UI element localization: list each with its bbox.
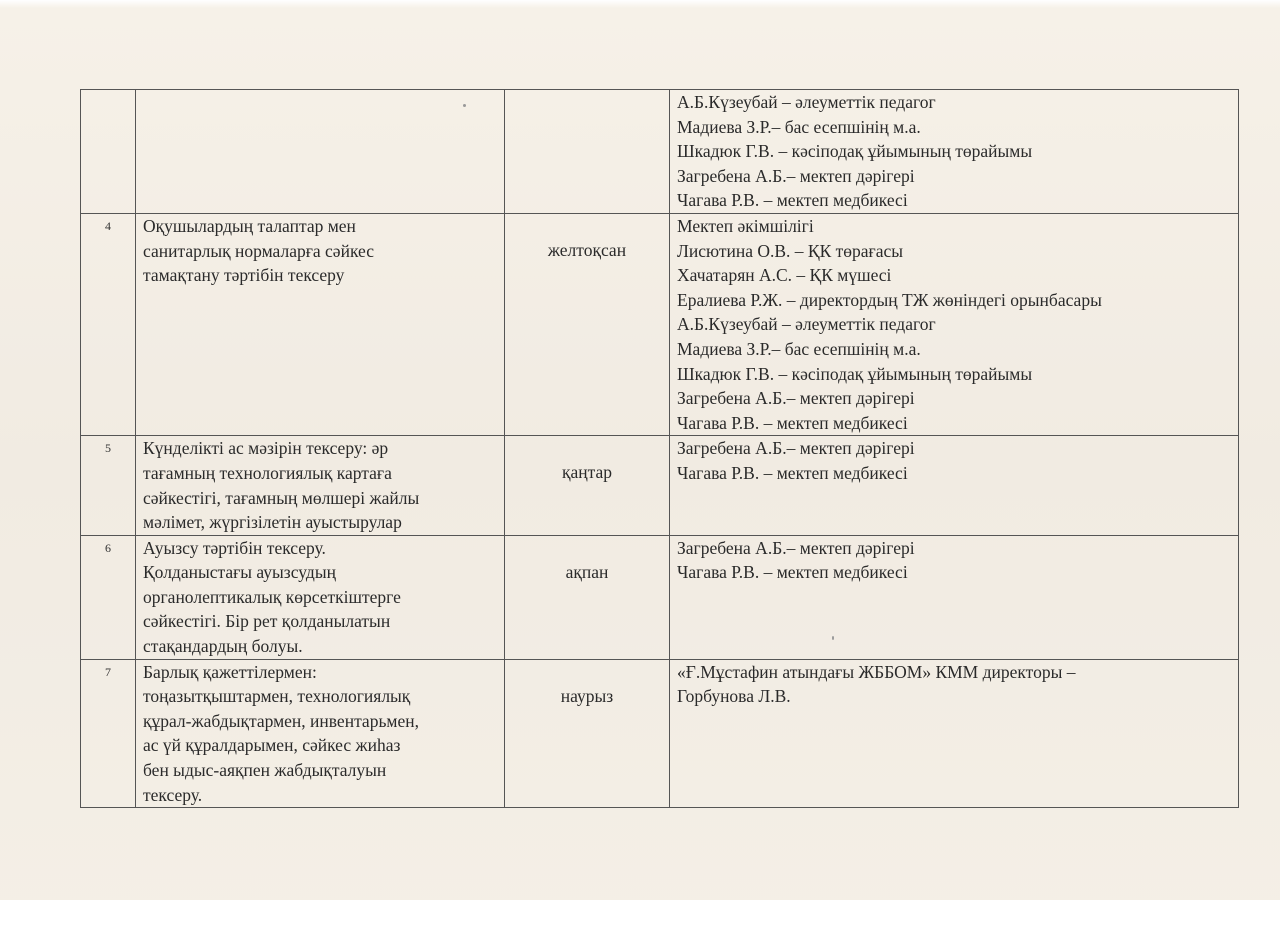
- event-line: санитарлық нормаларға сәйкес: [143, 240, 374, 261]
- event-cell: [136, 659, 505, 808]
- responsible-line: Чагава Р.В. – мектеп медбикесі: [677, 562, 908, 583]
- event-line: сәйкестігі, тағамның мөлшері жайлы: [143, 487, 420, 508]
- responsible-line: Мадиева З.Р.– бас есепшінің м.а.: [677, 116, 921, 137]
- responsible-line: Горбунова Л.В.: [677, 686, 791, 707]
- event-line: ас үй құралдарымен, сәйкес жиһаз: [143, 735, 401, 756]
- event-line: Қолданыстағы ауызсудың: [143, 562, 336, 583]
- responsible-line: Шкадюк Г.В. – кәсіподақ ұйымының төрайымы: [677, 141, 1033, 162]
- table-row: [81, 213, 1239, 435]
- responsible-cell: [670, 659, 1239, 808]
- responsible-line: Чагава Р.В. – мектеп медбикесі: [677, 190, 908, 211]
- responsible-line: Ералиева Р.Ж. – директордың ТЖ жөніндегі орынбасары: [677, 289, 1102, 310]
- event-line: құрал-жабдықтармен, инвентарьмен,: [143, 710, 420, 731]
- responsible-line: Хачатарян А.С. – ҚК мүшесі: [677, 265, 892, 286]
- table-row: [81, 90, 1239, 214]
- row-number: 6: [81, 535, 136, 659]
- event-cell: [136, 90, 505, 214]
- event-line: тоңазытқыштармен, технологиялық: [143, 686, 411, 707]
- responsible-line: А.Б.Күзеубай – әлеуметтік педагог: [677, 92, 936, 112]
- responsible-cell: [670, 213, 1239, 435]
- table-row: [81, 436, 1239, 535]
- event-line: Барлық қажеттілермен:: [143, 661, 317, 682]
- events-table-body: [81, 90, 1239, 808]
- event-line: тамақтану тәртібін тексеру: [143, 265, 345, 286]
- date-cell: ақпан: [505, 535, 670, 659]
- responsible-line: Мадиева З.Р.– бас есепшінің м.а.: [677, 338, 921, 359]
- responsible-line: Мектеп әкімшілігі: [677, 215, 814, 236]
- responsible-line: Загребена А.Б.– мектеп дәрігері: [677, 537, 915, 558]
- responsible-line: Лисютина О.В. – ҚК төрағасы: [677, 240, 904, 261]
- event-line: Оқушылардың талаптар мен: [143, 215, 356, 236]
- event-line: стақандардың болуы.: [143, 636, 303, 657]
- event-cell: [136, 535, 505, 659]
- responsible-line: «Ғ.Мұстафин атындағы ЖББОМ» КММ директоры –: [677, 661, 1076, 682]
- event-line: бен ыдыс-аяқпен жабдықталуын: [143, 760, 387, 781]
- event-line: тағамның технологиялық картаға: [143, 462, 392, 483]
- date-cell: наурыз: [505, 659, 670, 808]
- responsible-line: Загребена А.Б.– мектеп дәрігері: [677, 438, 915, 459]
- row-number: [81, 90, 136, 214]
- date-cell: қаңтар: [505, 436, 670, 535]
- event-line: сәйкестігі. Бір рет қолданылатын: [143, 611, 391, 632]
- responsible-line: А.Б.Күзеубай – әлеуметтік педагог: [677, 314, 936, 335]
- scan-speck: [463, 104, 466, 107]
- event-line: Ауызсу тәртібін тексеру.: [143, 537, 326, 558]
- table-row: [81, 659, 1239, 808]
- responsible-cell: [670, 535, 1239, 659]
- responsible-line: Чагава Р.В. – мектеп медбикесі: [677, 462, 908, 483]
- table-row: [81, 535, 1239, 659]
- event-line: органолептикалық көрсеткіштерге: [143, 586, 401, 607]
- responsible-cell: [670, 90, 1239, 214]
- row-number: 7: [81, 659, 136, 808]
- row-number: 4: [81, 213, 136, 435]
- row-number: 5: [81, 436, 136, 535]
- events-table: [80, 89, 1239, 808]
- page-bottom-edge: [0, 900, 1280, 930]
- date-cell: [505, 90, 670, 214]
- date-cell: желтоқсан: [505, 213, 670, 435]
- event-cell: [136, 436, 505, 535]
- scan-speck: [832, 636, 834, 640]
- responsible-line: Загребена А.Б.– мектеп дәрігері: [677, 388, 915, 409]
- event-line: Күнделікті ас мәзірін тексеру: әр: [143, 438, 389, 459]
- responsible-line: Шкадюк Г.В. – кәсіподақ ұйымының төрайымы: [677, 363, 1033, 384]
- responsible-cell: [670, 436, 1239, 535]
- event-line: мәлімет, жүргізілетін ауыстырулар: [143, 512, 402, 533]
- event-line: тексеру.: [143, 784, 203, 805]
- responsible-line: Загребена А.Б.– мектеп дәрігері: [677, 165, 915, 186]
- responsible-line: Чагава Р.В. – мектеп медбикесі: [677, 412, 908, 433]
- event-cell: [136, 213, 505, 435]
